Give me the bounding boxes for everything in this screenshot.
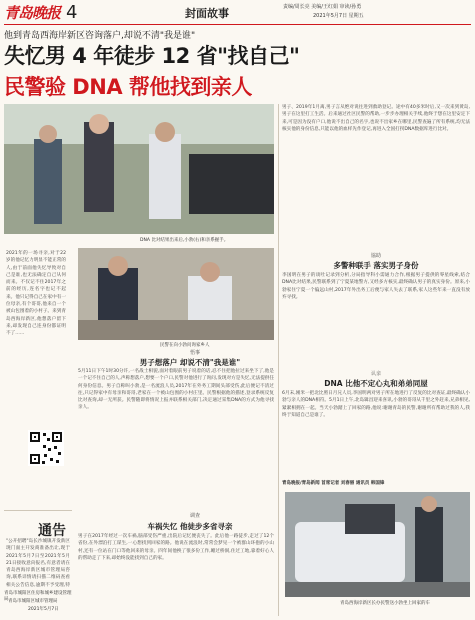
section-title: 封面故事	[185, 7, 229, 20]
photo-interview	[78, 248, 274, 340]
issue-date: 2021年5月7日 星期五	[313, 13, 364, 19]
photo-handshake	[4, 104, 274, 234]
section2-title: 车祸失忆 他徒步多省寻亲	[147, 522, 233, 531]
section2-kicker: 调查	[189, 513, 200, 519]
interview-scene	[78, 248, 274, 340]
qr-code[interactable]	[28, 430, 64, 466]
notice-date: 2021年5月7日	[28, 607, 59, 612]
notice-title: 通告	[38, 523, 66, 539]
headline-kicker: 他到青岛西海岸新区咨询落户,却说不清"我是谁"	[4, 31, 196, 41]
headline-main: 失忆男 4 年徒步 12 省"找自己"	[4, 44, 300, 68]
section1-kicker: 悟事	[189, 350, 200, 356]
notice-divider	[4, 510, 72, 511]
section1-body: 5月11日下午1时30分许,一名战士相貌,面对着眼前男子说着的话,忍不住把他拉过来坐下了,他是一个记不住自己的人,声称想落户,想要一个户口,民警对他进行了询问,发现对方是失忆,无法提供任何身份信息。男子自称叫小勃,是一名流浪人员,2017年在外务工期间头部受伤,此后便记不清过往,只记得家中有母亲和哥哥,老家在一个被山包围的小村庄里。民警根据他的描述,登录系统反复比对查询,却一无所获。民警随即将情况上报并联系相关部门,决定通过采集DNA的方式为他寻找亲人。	[78, 369, 274, 411]
newspaper-logo: 青岛晚报	[4, 4, 61, 22]
notice-issuer2: 青岛市城阳区城市管理局	[8, 599, 58, 604]
photo-car	[285, 492, 470, 597]
photo3-caption: 青岛西海岸新区长办民警送小勃坐上回家的车	[340, 601, 430, 606]
handshake-scene	[4, 104, 274, 234]
page-number: 4	[66, 2, 78, 23]
right-sec2-body: 6月末,刚米一把北比照日月兄人员,李国明两对男子所在地进行了反复的比对查证,最终确认小勃与亲人的DNA相符。5月1日上午,北岛辑昌迎来喜讯,小勃的哥哥从千里之外赶来,兄弟相见,紧紧相拥在一起。当天小勃踏上了回家的路,他说:谢谢青岛的民警,谢谢所有帮助过我的人,我终于知道自己是谁了。	[282, 391, 470, 418]
section2-body: 男子在2017年经过一次车祸,脑部受伤严重,出院后记忆便丧失了。此后他一路徒步,走过了12个省份,在外漂泊打工谋生,一心想找到回家的路。他说在流浪时,常常会梦见一个被群山环抱的小山村,还有一位站在门口等他回来的母亲。四年间他换了很多份工作,睡过桥洞,住过工地,靠着好心人的帮助走了下来,却始终没能找到自己的家。	[78, 534, 274, 561]
editor-credits: 责编/周长亮 美编/王红娟 审读/孙勇	[283, 4, 362, 10]
car-scene	[285, 492, 470, 597]
intro-text: 2021年的一场寻亲,对于22岁的他记忆力明显不能正常的人,由于前面他失忆导致对自己是谁,也无法确定自己从何而来。不仅记不住2017年之前的经历,连名字也记不起来。他只记得自己在家中有一位母亲,有个哥哥,他来自一个被山包围着的小村子。来到青岛西海岸新区,他想落户留下来,却发现自己连身份都证明不了……	[6, 251, 66, 337]
photo1-caption: DNA 比对结果出来后,小勃(右)和亲系握手。	[140, 238, 229, 243]
right-sec2-title: DNA 比他不定心丸和弟弟同屋	[324, 379, 428, 388]
right-sec-kicker: 協助	[370, 253, 381, 259]
section1-title: 男子想落户 却说不清"我是谁"	[139, 358, 241, 367]
right-footer-credit: 青岛晚报/青岛新闻 首席记者 刘春丽 通讯员 韩国锋	[282, 481, 385, 486]
column-divider	[278, 104, 279, 616]
right-sec-body: 李国明在男子的谈吐记录到分析,分局指导科小需通力合作,根据男子提供的零星线索,结合DNA比对结果,民警联系到了宁夏某地警方,又经多方核实,最终确认男子的真实身份。原来,小勃家住宁夏一个偏远山村,2017年外出务工后便与家人失去了联系,家人这些年来一直没有放弃寻找。	[282, 273, 470, 300]
photo2-caption: 民警在向小勃问询家乡人	[160, 343, 210, 348]
masthead-rule	[4, 24, 471, 25]
notice-issuer: 青岛市城阳区住房和城乡建设管理局	[4, 591, 72, 602]
qr-icon	[28, 430, 64, 466]
notice-body: "公开招聘"岛长沙城镇开发新区现门面主开发商准备出让,现于2021年5月7日至2021年5月21日接收意向报名,有意者请在青岛西海岸新区城市管理局咨询,联系详情请扫描二维码查看相关公告信息,逾期不予受理,特	[6, 539, 70, 588]
right-sec2-kicker: 认亲	[370, 371, 381, 377]
headline-sub: 民警验 DNA 帮他找到亲人	[4, 75, 252, 99]
right-top-text: 男子、2019年1月离,男子言从绝对说往进到救助登记。途中有40多米时后,又一次来到黄岛,男子在这里打工生活。后来通过社区民警的帮助,一步步办理相关手续,他终于想在这里安定下来,可是因为没有户口,他说不出自己的名字,也说不出家乡在哪里,民警查遍了所有系统,均无法核实他的身份信息,只能以他的血样先作登记,再进入全国打拐DNA数据库进行比对。	[282, 105, 470, 132]
right-sec-title: 多警种联手 落实男子身份	[333, 261, 419, 270]
